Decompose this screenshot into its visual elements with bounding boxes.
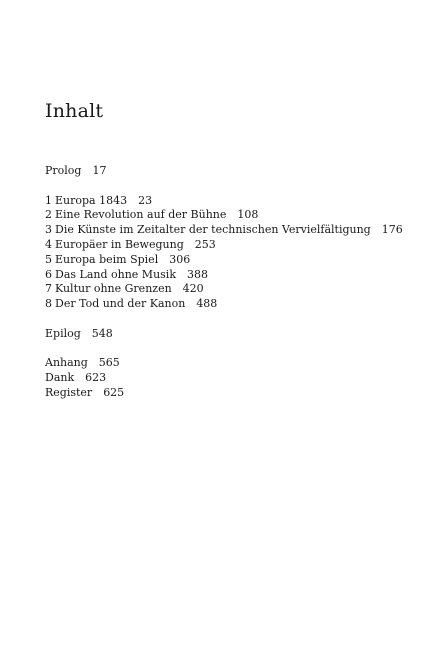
- toc-entry-label: Europa beim Spiel: [55, 252, 159, 266]
- toc-entry-page: 420: [182, 282, 204, 296]
- toc-entry-page: 253: [194, 237, 216, 251]
- toc-entry-epilog: [45, 327, 405, 342]
- toc-entry-label: Die Künste im Zeitalter der technischen Vervielfältigung: [55, 223, 371, 237]
- toc-chapter-entry: [45, 253, 405, 268]
- toc-entry-page: 548: [91, 326, 113, 340]
- chapter-number: 5: [45, 252, 52, 266]
- chapter-number: 3: [45, 223, 52, 237]
- toc-entry-label: Europa 1843: [55, 193, 128, 207]
- chapter-number: 6: [45, 267, 52, 281]
- toc-chapter-entry: [45, 268, 405, 283]
- toc-entry-page: 625: [103, 385, 125, 399]
- table-of-contents: [45, 164, 405, 401]
- toc-entry-page: 23: [138, 193, 153, 207]
- toc-entry-page: 176: [381, 223, 403, 237]
- toc-entry-page: 565: [98, 356, 120, 370]
- toc-entry-page: 488: [196, 297, 218, 311]
- toc-chapter-entry: [45, 238, 405, 253]
- toc-chapter-entry: [45, 223, 405, 238]
- chapter-number: 2: [45, 208, 52, 222]
- toc-entry-page: 108: [237, 208, 259, 222]
- toc-entry-label: Register: [45, 385, 93, 399]
- toc-entry-page: 388: [186, 267, 208, 281]
- toc-entry-label: Europäer in Bewegung: [55, 237, 184, 251]
- toc-chapter-entry: [45, 194, 405, 209]
- spacer: [45, 342, 405, 357]
- toc-entry-label: Dank: [45, 371, 75, 385]
- spacer: [45, 312, 405, 327]
- toc-entry-label: Kultur ohne Grenzen: [55, 282, 172, 296]
- toc-entry-prolog: [45, 164, 405, 179]
- chapter-number: 7: [45, 282, 52, 296]
- toc-entry-label: Das Land ohne Musik: [55, 267, 176, 281]
- spacer: [45, 179, 405, 194]
- chapter-number: 4: [45, 237, 52, 251]
- chapter-number: 8: [45, 297, 52, 311]
- toc-entry-page: 17: [92, 164, 107, 177]
- toc-entry-label: Anhang: [45, 356, 88, 370]
- chapter-number: 1: [45, 193, 52, 207]
- toc-entry-page: 623: [85, 371, 107, 385]
- toc-chapter-entry: [45, 208, 405, 223]
- page-title: Inhalt: [45, 100, 104, 122]
- toc-entry-label: Epilog: [45, 326, 81, 340]
- toc-chapter-entry: [45, 297, 405, 312]
- toc-entry-label: Der Tod und der Kanon: [55, 297, 186, 311]
- toc-chapter-entry: [45, 282, 405, 297]
- toc-entry-label: Eine Revolution auf der Bühne: [55, 208, 227, 222]
- toc-entry-index: [45, 386, 405, 401]
- toc-entry-label: Prolog: [45, 164, 82, 177]
- toc-entry-page: 306: [169, 252, 191, 266]
- toc-entry-acknowledgements: [45, 371, 405, 386]
- toc-entry-appendix: [45, 356, 405, 371]
